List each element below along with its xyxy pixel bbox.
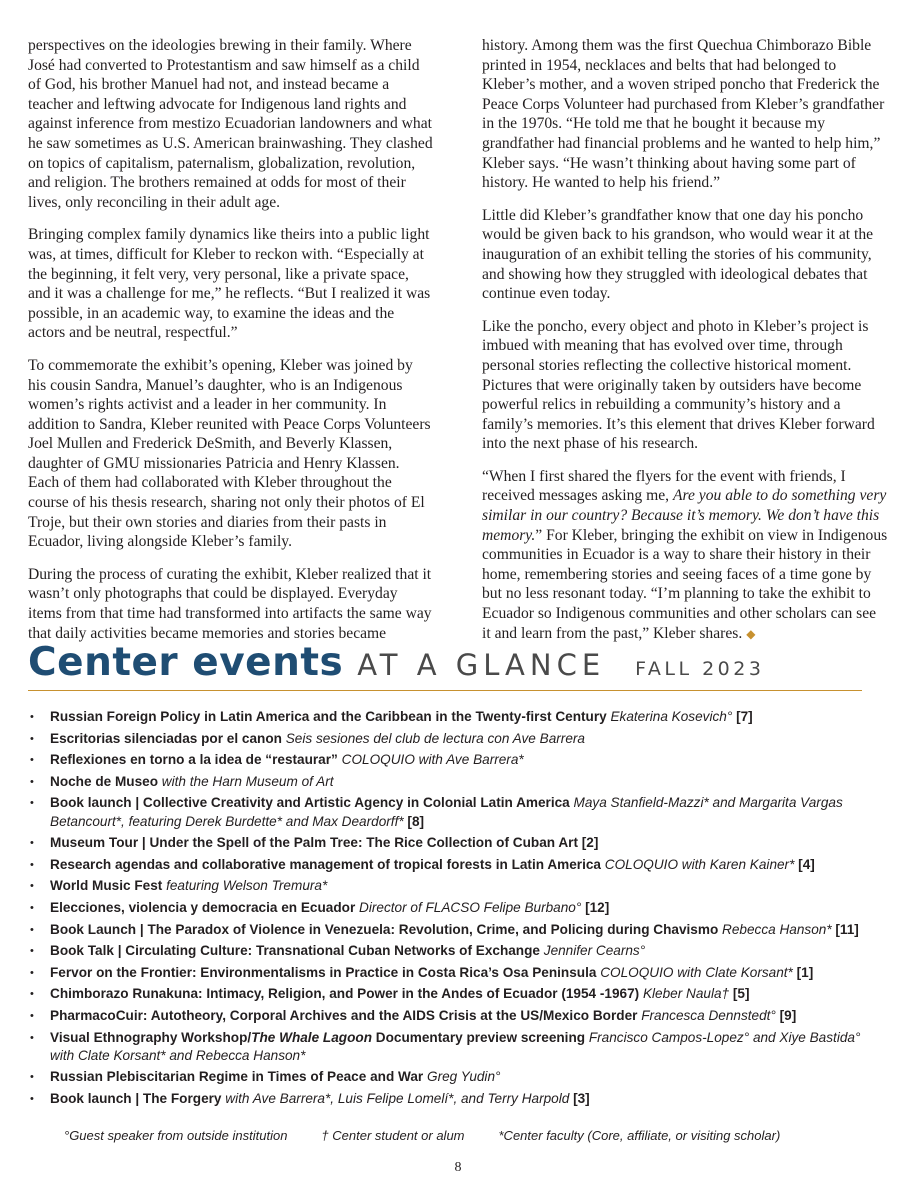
event-speakers: Francisco Campos-Lopez° and Xiye Bastida° with Clate Korsant* and Rebecca Hanson* [50, 1029, 861, 1063]
event-ref: [11] [835, 921, 859, 937]
event-title-end: Documentary preview screening [372, 1029, 586, 1045]
event-speakers: Rebecca Hanson* [722, 921, 832, 937]
event-title: Reflexiones en torno a la idea de “restaurar” [50, 752, 338, 768]
event-speakers: with the Harn Museum of Art [161, 773, 334, 789]
event-speakers: Seis sesiones del club de lectura con Ave Barrera [285, 730, 585, 746]
event-item [28, 773, 868, 791]
event-speakers: COLOQUIO with Karen Kainer* [604, 856, 795, 872]
event-title: Noche de Museo [50, 773, 159, 789]
closing-text-start: “When I first shared the flyers for the event with friends, I received messages asking me, [482, 467, 846, 505]
event-title: Book Talk | Circulating Culture: Transnational Cuban Networks of Exchange [50, 943, 540, 959]
legend-faculty: *Center faculty (Core, affiliate, or visiting scholar) [498, 1128, 781, 1143]
event-title: World Music Fest [50, 878, 163, 894]
event-title: Museum Tour | Under the Spell of the Palm Tree: The Rice Collection of Cuban Art [50, 835, 578, 851]
event-title: Russian Plebiscitarian Regime in Times of Peace and War [50, 1069, 424, 1085]
event-speakers: COLOQUIO with Clate Korsant* [600, 964, 793, 980]
event-title-start: Visual Ethnography Workshop/ [50, 1029, 252, 1045]
event-item [28, 708, 868, 726]
event-item [28, 1090, 868, 1108]
event-speakers: featuring Welson Tremura* [166, 878, 328, 894]
article-paragraph: To commemorate the exhibit’s opening, Kleber was joined by his cousin Sandra, Manuel’s daughter, who is an Indigenous women’s rights activist and a leader in her community. In addition to Sandra, Kleber reunited with Peace Corps Volunteers Joel Mullen and Frederick DeSmith, and Beverly Klassen, daughter of GMU missionaries Patricia and Henry Klassen. Each of them had collaborated with Kleber throughout the course of his thesis research, sharing not only their photos of El Troje, but their own stories and diaries from their pasts in Ecuador, living alongside Kleber’s family. [28, 356, 431, 551]
article-left-column [28, 36, 434, 657]
event-item [28, 985, 868, 1003]
page-number: 8 [454, 1160, 462, 1175]
closing-text-end: ” For Kleber, bringing the exhibit on view in Indigenous communities in Ecuador is a way to share their history in their home, remembering stories and seeing faces of a time gone by but no less resonant today. “I’m planning to take the exhibit to Ecuador so Indigenous communities and other scholars can see it and learn from the past,” Kleber shares. [482, 526, 888, 642]
event-item [28, 856, 868, 874]
event-ref: [4] [798, 856, 815, 872]
event-speakers: with Ave Barrera*, Luis Felipe Lomelí*, and Terry Harpold [225, 1090, 570, 1106]
article-paragraph: history. Among them was the first Quechua Chimborazo Bible printed in 1954, necklaces and belts that had belonged to Kleber’s mother, and a woven striped poncho that Frederick the Peace Corps Volunteer had purchased from Kleber’s grandfather in the 1970s. “He told me that he bought it because my grandfather had financial problems and he wanted to help him,” Kleber says. “He wasn’t thinking about having some part of history. He wanted to help his friend.” [482, 37, 885, 192]
event-title: Russian Foreign Policy in Latin America and the Caribbean in the Twenty-first Century [50, 709, 607, 724]
event-ref: [2] [581, 835, 599, 851]
event-ref: [12] [585, 899, 610, 915]
events-legend [64, 1128, 864, 1143]
event-speakers: Kleber Naula† [642, 986, 730, 1002]
article-paragraph: Bringing complex family dynamics like theirs into a public light was, at times, difficult for Kleber to reckon with. “Especially at the beginning, it felt very, very personal, like a private space, and it was a challenge for me,” he reflects. “But I realized it was possible, in an academic way, to examine the ideas and the actors and be neutral, respectful.” [28, 226, 431, 342]
event-title: Fervor on the Frontier: Environmentalisms in Practice in Costa Rica’s Osa Peninsula [50, 964, 597, 980]
events-heading [28, 640, 888, 688]
event-speakers: Greg Yudin° [427, 1069, 501, 1085]
legend-student: † Center student or alum [321, 1128, 465, 1143]
event-title: Escritorias silenciadas por el canon [50, 730, 282, 746]
event-title: Book Launch | The Paradox of Violence in Venezuela: Revolution, Crime, and Policing during Chavismo [50, 921, 719, 937]
event-item [28, 834, 868, 852]
event-item [28, 964, 868, 982]
event-speakers: Jennifer Cearns° [543, 943, 646, 959]
article-closing-paragraph [482, 467, 888, 644]
event-title: PharmacoCuir: Autotheory, Corporal Archives and the AIDS Crisis at the US/Mexico Border [50, 1007, 638, 1023]
event-item [28, 751, 868, 769]
events-heading-main: Center events [28, 640, 344, 685]
events-list [28, 708, 868, 1112]
legend-guest: °Guest speaker from outside institution [64, 1128, 288, 1143]
article-right-column [482, 36, 888, 657]
closing-quote-italic: Are you able to do something very similar in our country? Because it’s memory. We don’t have this memory. [482, 487, 887, 544]
event-ref: [5] [732, 986, 750, 1002]
event-title: Elecciones, violencia y democracia en Ecuador [50, 899, 356, 915]
event-speakers: Maya Stanfield-Mazzi* and Margarita Vargas Betancourt*, featuring Derek Burdette* and Max Deardorff* [50, 795, 843, 829]
event-item [28, 942, 868, 960]
event-title: Research agendas and collaborative management of tropical forests in Latin America [50, 856, 601, 872]
event-ref: [1] [796, 964, 814, 980]
events-heading-sub: AT A GLANCE [357, 648, 606, 682]
event-title: Book launch | Collective Creativity and Artistic Agency in Colonial Latin America [50, 795, 570, 811]
article-columns [28, 36, 888, 657]
event-title: Chimborazo Runakuna: Intimacy, Religion, and Power in the Andes of Ecuador (1954 -1967) [50, 986, 640, 1002]
event-ref: [9] [779, 1007, 797, 1023]
event-speakers: Ekaterina Kosevich° [610, 709, 733, 724]
article-paragraph: During the process of curating the exhibit, Kleber realized that it wasn’t only photographs that could be displayed. Everyday items from that time had transformed into artifacts the same way that daily activities became memories and stories became [28, 565, 432, 642]
event-title-italic: The Whale Lagoon [251, 1029, 373, 1045]
events-heading-season: FALL 2023 [635, 658, 765, 680]
event-item [28, 1068, 868, 1086]
event-item [28, 899, 868, 917]
event-ref: [3] [573, 1090, 590, 1106]
event-item [28, 730, 868, 748]
event-speakers: COLOQUIO with Ave Barrera* [341, 752, 524, 768]
event-ref: [7] [736, 709, 753, 724]
article-paragraph: Little did Kleber’s grandfather know that one day his poncho would be given back to his grandson, who would wear it at the inauguration of an exhibit telling the stories of his community, and showing how they struggled with ideological debates that continue even today. [482, 206, 874, 303]
event-item [28, 877, 868, 895]
event-ref: [8] [407, 813, 425, 829]
heading-divider [28, 690, 862, 691]
event-item [28, 1029, 868, 1065]
event-title: Book launch | The Forgery [50, 1090, 222, 1106]
article-paragraph: Like the poncho, every object and photo in Kleber’s project is imbued with meaning that has evolved over time, through personal stories reflecting the collective historical moment. Pictures that were originally taken by outsiders have become powerful relics in rebuilding a community’s history and a family’s memories. It’s this element that drives Kleber forward into the next phase of his research. [482, 317, 875, 453]
event-speakers: Francesca Dennstedt° [641, 1007, 776, 1023]
event-item [28, 921, 868, 939]
end-mark-diamond-icon: ◆ [746, 626, 756, 641]
event-item [28, 1007, 868, 1025]
event-speakers: Director of FLACSO Felipe Burbano° [359, 899, 582, 915]
article-paragraph: perspectives on the ideologies brewing in their family. Where José had converted to Protestantism and saw himself as a child of God, his brother Manuel had not, and instead became a teacher and leftwing advocate for Indigenous land rights and against inference from mestizo Ecuadorian landowners and what he saw sometimes as U.S. American brainwashing. They clashed on topics of capitalism, paternalism, globalization, revolution, and religion. The brothers remained at odds for most of their lives, only reconciling in their adult age. [28, 37, 433, 211]
event-item [28, 794, 868, 830]
